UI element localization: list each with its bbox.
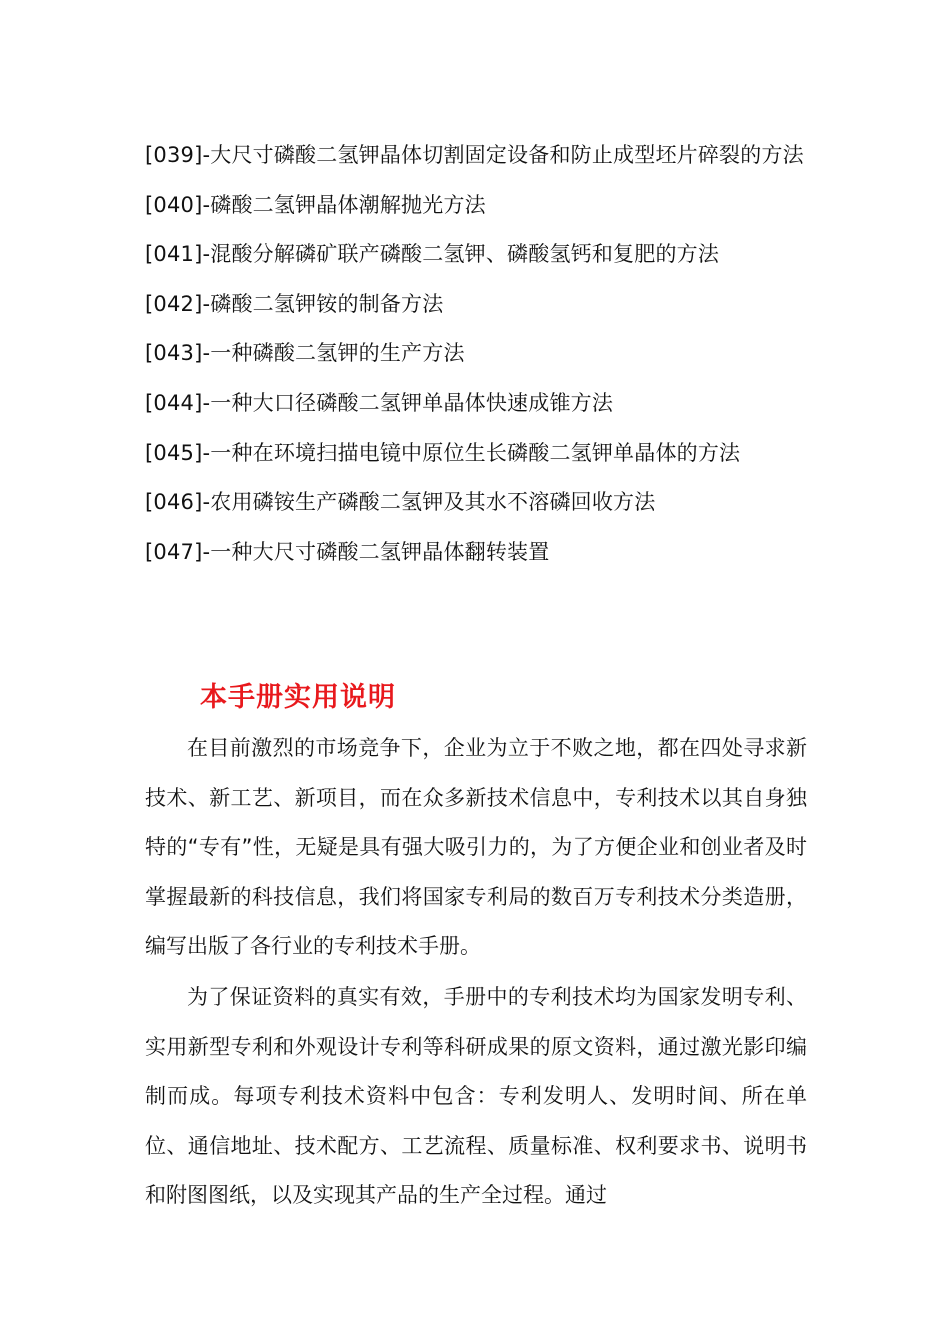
patent-list-item: [044]-一种大口径磷酸二氢钾单晶体快速成锥方法 bbox=[145, 390, 614, 415]
patent-list-item: [047]-一种大尺寸磷酸二氢钾晶体翻转装置 bbox=[145, 539, 550, 564]
patent-list-item: [045]-一种在环境扫描电镜中原位生长磷酸二氢钾单晶体的方法 bbox=[145, 440, 741, 465]
patent-list-item: [046]-农用磷铵生产磷酸二氢钾及其水不溶磷回收方法 bbox=[145, 490, 656, 515]
intro-paragraph-2: 为了保证资料的真实有效，手册中的专利技术均为国家发明专利、实用新型专利和外观设计专利等科研成果的原文资料，通过激光影印编制而成。每项专利技术资料中包含：专利发明人、发明时间、所在单位、通信地址、技术配方、工艺流程、质量标准、权利要求书、说明书和附图图纸，以及实现其产品的生产全过程。通过 bbox=[145, 985, 807, 1208]
patent-list-item: [039]-大尺寸磷酸二氢钾晶体切割固定设备和防止成型坯片碎裂的方法 bbox=[145, 143, 804, 167]
patent-list-item: [042]-磷酸二氢钾铵的制备方法 bbox=[145, 291, 444, 316]
intro-paragraph-1: 在目前激烈的市场竞争下，企业为立于不败之地，都在四处寻求新技术、新工艺、新项目，而在众多新技术信息中，专利技术以其自身独特的“专有”性，无疑是具有强大吸引力的，为了方便企业和创业者及时掌握最新的科技信息，我们将国家专利局的数百万专利技术分类造册，编写出版了各行业的专利技术手册。 bbox=[145, 736, 807, 959]
section-heading: 本手册实用说明 bbox=[200, 682, 396, 713]
patent-list-item: [040]-磷酸二氢钾晶体潮解抛光方法 bbox=[145, 192, 486, 217]
patent-list-item: [041]-混酸分解磷矿联产磷酸二氢钾、磷酸氢钙和复肥的方法 bbox=[145, 242, 720, 267]
patent-list bbox=[145, 131, 810, 577]
patent-list-item: [043]-一种磷酸二氢钾的生产方法 bbox=[145, 341, 465, 366]
